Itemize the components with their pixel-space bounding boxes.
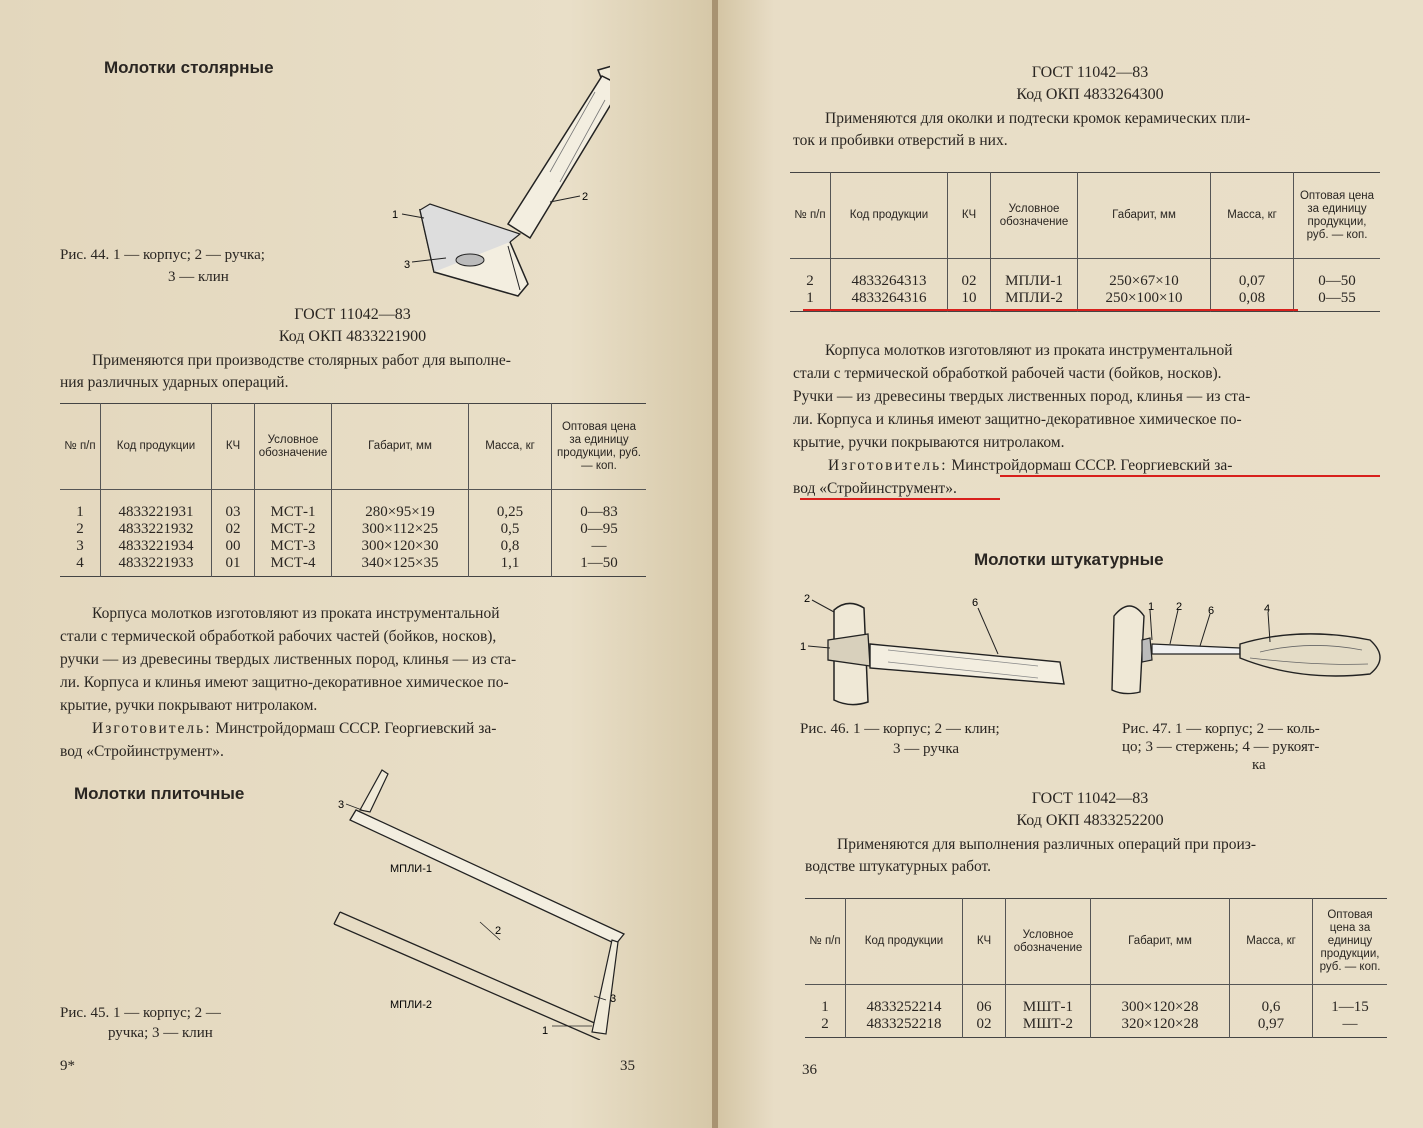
th-mass: Масса, кг <box>469 404 552 490</box>
fig46-label-6: 6 <box>972 597 979 609</box>
fig45-label-mpli2: МПЛИ-2 <box>390 999 432 1011</box>
table-row <box>805 985 1387 1017</box>
left-gost: ГОСТ 11042—83 <box>294 306 411 323</box>
right-body-line3: Ручки — из древесины твердых лиственных пород, клинья — из ста- <box>793 388 1251 405</box>
fig47-label-1: 1 <box>1148 601 1155 613</box>
fig44-caption-line2: 3 — клин <box>168 269 229 285</box>
cell: МШТ-2 <box>1006 1016 1091 1038</box>
cell: 02 <box>963 1016 1006 1038</box>
table-row <box>60 490 646 522</box>
cell: 2 <box>821 1016 829 1032</box>
cell: 300×120×30 <box>332 538 469 555</box>
right-maker-line1 <box>828 455 1232 477</box>
cell: 1 <box>806 290 814 306</box>
cell: 0,6 <box>1230 985 1313 1017</box>
cell: 4833221932 <box>101 521 212 538</box>
th-price: Оптовая цена за единицу продукции, руб. — коп. <box>1313 899 1388 985</box>
th-num: № п/п <box>60 404 101 490</box>
th-designation: Условное обозначение <box>255 404 332 490</box>
cell: 06 <box>963 985 1006 1017</box>
left-body-line5: крытие, ручки покрывают нитролаком. <box>60 697 318 714</box>
cell: 4 <box>76 555 84 571</box>
left-intro-line1: Применяются при производстве столярных работ для выполне- <box>92 352 511 369</box>
cell: 0—83 <box>552 490 647 522</box>
fig44-label-3: 3 <box>404 259 411 271</box>
cell: 02 <box>212 521 255 538</box>
table-row <box>60 538 646 555</box>
th-mass: Масса, кг <box>1211 173 1294 259</box>
table-row <box>60 555 646 577</box>
cell: 4833252214 <box>846 985 963 1017</box>
left-maker-name: Минстройдормаш СССР. Георгиевский за- <box>215 720 497 737</box>
fig47-label-4: 4 <box>1264 603 1271 615</box>
fig46-caption-line2: 3 — ручка <box>893 741 960 757</box>
red-underline-maker-line1 <box>1000 475 1380 477</box>
cell: 4833264313 <box>831 259 948 291</box>
cell: МШТ-1 <box>1006 985 1091 1017</box>
cell: 250×100×10 <box>1078 290 1211 312</box>
cell: 4833252218 <box>846 1016 963 1038</box>
fig46-label-2: 2 <box>804 593 811 605</box>
cell: 0,5 <box>469 521 552 538</box>
fig47-caption-line3: ка <box>1252 757 1266 773</box>
th-kch: КЧ <box>963 899 1006 985</box>
fig44-hammer-illustration <box>390 62 610 302</box>
fig45-label-1: 1 <box>542 1025 549 1037</box>
right-intro2-line1: Применяются для выполнения различных операций при произ- <box>837 836 1257 853</box>
cell: 02 <box>948 259 991 291</box>
cell: 0—95 <box>552 521 647 538</box>
fig44-label-2: 2 <box>582 191 589 203</box>
cell: — <box>1313 1016 1388 1038</box>
signature-mark: 9* <box>60 1058 75 1074</box>
left-maker-line2: вод «Стройинструмент». <box>60 743 224 760</box>
left-page-number: 35 <box>620 1058 635 1074</box>
th-designation: Условное обозначение <box>1006 899 1091 985</box>
cell: 1,1 <box>469 555 552 577</box>
table-row <box>805 1016 1387 1038</box>
th-designation: Условное обозначение <box>991 173 1078 259</box>
th-dimensions: Габарит, мм <box>332 404 469 490</box>
fig45-caption-line1: Рис. 45. 1 — корпус; 2 — <box>60 1005 221 1021</box>
th-dimensions: Габарит, мм <box>1078 173 1211 259</box>
cell: МПЛИ-2 <box>991 290 1078 312</box>
th-code: Код продукции <box>831 173 948 259</box>
right-body-line1: Корпуса молотков изготовляют из проката инструментальной <box>825 342 1233 359</box>
right-okp-code: Код ОКП 4833264300 <box>1016 86 1164 103</box>
red-underline-maker-line2 <box>800 498 1000 500</box>
cell: 03 <box>212 490 255 522</box>
cell: 1 <box>76 504 84 520</box>
left-maker-line1 <box>92 718 496 740</box>
cell: 0,08 <box>1211 290 1294 312</box>
th-mass: Масса, кг <box>1230 899 1313 985</box>
fig45-label-mpli1: МПЛИ-1 <box>390 863 432 875</box>
cell: 300×112×25 <box>332 521 469 538</box>
th-kch: КЧ <box>948 173 991 259</box>
cell: 1 <box>821 999 829 1015</box>
cell: МСТ-3 <box>255 538 332 555</box>
fig45-label-3b: 3 <box>610 993 617 1005</box>
right-intro-line2: ток и пробивки отверстий в них. <box>793 132 1008 149</box>
cell: 4833221934 <box>101 538 212 555</box>
cell: 300×120×28 <box>1091 985 1230 1017</box>
fig45-tile-hammers-illustration <box>330 764 630 1040</box>
fig44-caption-line1: Рис. 44. 1 — корпус; 2 — ручка; <box>60 247 265 263</box>
cell: 1—50 <box>552 555 647 577</box>
fig47-caption-line2: цо; 3 — стержень; 4 — рукоят- <box>1122 739 1320 755</box>
section-title-plaster: Молотки штукатурные <box>974 550 1164 569</box>
left-body-line4: ли. Корпуса и клинья имеют защитно-декоративное химическое по- <box>60 674 509 691</box>
red-underline-table-row <box>803 309 1298 311</box>
cell: 0—50 <box>1294 259 1381 291</box>
table-row <box>60 521 646 538</box>
left-spec-table <box>60 403 646 577</box>
right-intro-line1: Применяются для околки и подтески кромок керамических пли- <box>825 110 1251 127</box>
cell: 4833221933 <box>101 555 212 577</box>
fig47-label-6: 6 <box>1208 605 1215 617</box>
cell: 280×95×19 <box>332 490 469 522</box>
cell: МСТ-2 <box>255 521 332 538</box>
left-body-line3: ручки — из древесины твердых лиственных пород, клинья — из ста- <box>60 651 517 668</box>
cell: МПЛИ-1 <box>991 259 1078 291</box>
cell: 10 <box>948 290 991 312</box>
th-price: Оптовая цена за единицу продукции, руб. — коп. <box>1294 173 1381 259</box>
th-dimensions: Габарит, мм <box>1091 899 1230 985</box>
cell: 340×125×35 <box>332 555 469 577</box>
cell: МСТ-4 <box>255 555 332 577</box>
cell: 00 <box>212 538 255 555</box>
cell: 0,07 <box>1211 259 1294 291</box>
right-maker-label: Изготовитель: <box>828 457 948 474</box>
cell: 0,25 <box>469 490 552 522</box>
right-gost-2: ГОСТ 11042—83 <box>1031 790 1149 807</box>
right-body-line2: стали с термической обработкой рабочей части (бойков, носков). <box>793 365 1222 382</box>
cell: 0—55 <box>1294 290 1381 312</box>
cell: 4833221931 <box>101 490 212 522</box>
fig47-label-2: 2 <box>1176 601 1183 613</box>
cell: 2 <box>806 273 814 289</box>
right-maker-line2: вод «Стройинструмент». <box>793 480 957 497</box>
right-gost: ГОСТ 11042—83 <box>1031 64 1149 81</box>
right-body-line4: ли. Корпуса и клинья имеют защитно-декоративное химическое по- <box>793 411 1242 428</box>
right-intro2-line2: водстве штукатурных работ. <box>805 858 992 875</box>
right-maker-name: Минстройдормаш СССР. Георгиевский за- <box>951 457 1233 474</box>
fig45-label-2: 2 <box>495 925 502 937</box>
fig44-label-1: 1 <box>392 209 399 221</box>
right-body-line5: крытие, ручки покрываются нитролаком. <box>793 434 1065 451</box>
fig46-label-1: 1 <box>800 641 807 653</box>
left-intro-line2: ния различных ударных операций. <box>60 374 289 391</box>
section-title-joinery: Молотки столярные <box>104 58 274 77</box>
cell: 4833264316 <box>831 290 948 312</box>
th-num: № п/п <box>805 899 846 985</box>
th-num: № п/п <box>790 173 831 259</box>
left-okp-code: Код ОКП 4833221900 <box>278 328 427 345</box>
cell: — <box>552 538 647 555</box>
section-title-tile: Молотки плиточные <box>74 784 245 803</box>
cell: 3 <box>76 538 84 554</box>
right-okp-code-2: Код ОКП 4833252200 <box>1016 812 1164 829</box>
cell: МСТ-1 <box>255 490 332 522</box>
table-row <box>790 259 1380 291</box>
th-code: Код продукции <box>846 899 963 985</box>
cell: 1—15 <box>1313 985 1388 1017</box>
left-body-line1: Корпуса молотков изготовляют из проката инструментальной <box>92 605 500 622</box>
fig46-caption-line1: Рис. 46. 1 — корпус; 2 — клин; <box>800 721 1000 737</box>
th-price: Оптовая цена за единицу продукции, руб. — коп. <box>552 404 647 490</box>
cell: 0,97 <box>1230 1016 1313 1038</box>
cell: 2 <box>76 521 84 537</box>
fig45-caption-line2: ручка; 3 — клин <box>108 1025 213 1041</box>
left-body-line2: стали с термической обработкой рабочих частей (бойков, носков), <box>60 628 497 645</box>
fig47-plaster-hammer-illustration <box>1100 596 1390 706</box>
fig47-caption-line1: Рис. 47. 1 — корпус; 2 — коль- <box>1122 721 1320 737</box>
cell: 250×67×10 <box>1078 259 1211 291</box>
right-spec-table-plaster <box>805 898 1387 1038</box>
fig46-plaster-hammer-illustration <box>798 590 1073 720</box>
right-spec-table-tile <box>790 172 1380 312</box>
th-code: Код продукции <box>101 404 212 490</box>
th-kch: КЧ <box>212 404 255 490</box>
cell: 320×120×28 <box>1091 1016 1230 1038</box>
left-maker-label: Изготовитель: <box>92 720 212 737</box>
fig45-label-3a: 3 <box>338 799 345 811</box>
cell: 0,8 <box>469 538 552 555</box>
right-page-number: 36 <box>802 1062 817 1078</box>
cell: 01 <box>212 555 255 577</box>
